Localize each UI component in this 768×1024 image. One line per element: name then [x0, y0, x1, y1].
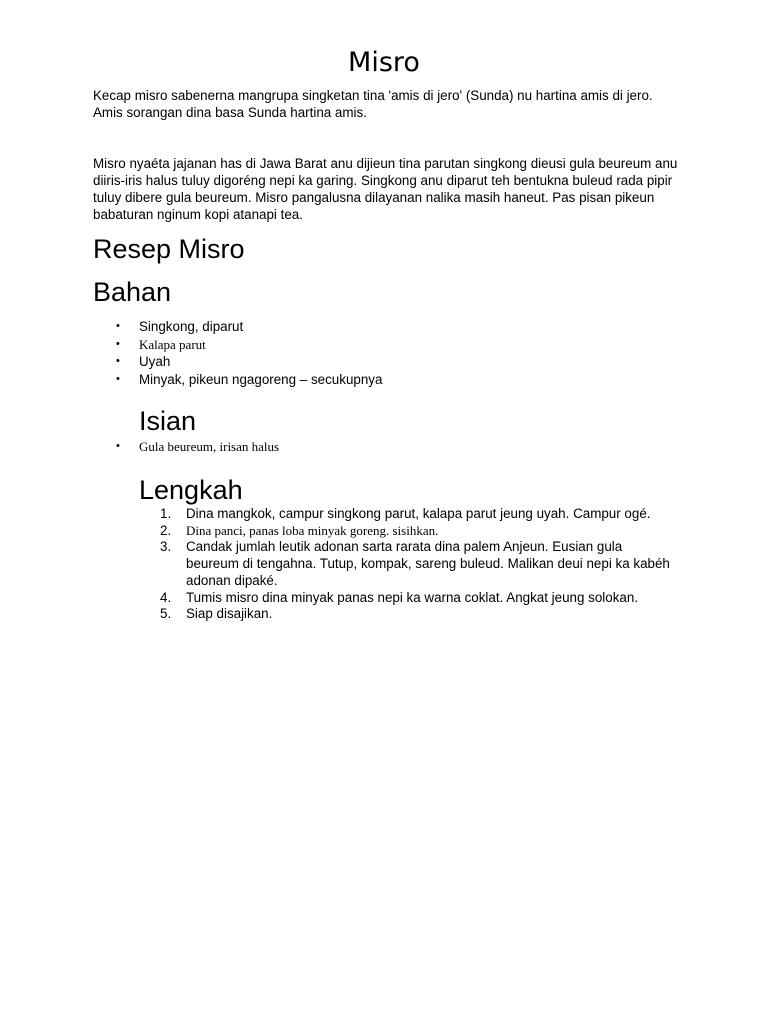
step-item: [0, 506, 672, 523]
step-item: [0, 606, 672, 623]
step-item: [0, 539, 672, 589]
heading-lengkah: Lengkah: [139, 475, 243, 505]
step-text: Dina mangkok, campur singkong parut, kalapa parut jeung uyah. Campur ogé.: [186, 506, 651, 521]
list-item: [0, 438, 279, 456]
step-item: [0, 590, 672, 607]
steps-list: [0, 506, 672, 623]
step-text: Tumis misro dina minyak panas nepi ka warna coklat. Angkat jeung solokan.: [186, 589, 639, 605]
bullet-icon: •: [116, 337, 120, 350]
ingredient-text: Minyak, pikeun ngagoreng – secukupnya: [139, 371, 383, 387]
heading-isian: Isian: [139, 406, 197, 436]
step-number: 1.: [160, 506, 172, 521]
heading-bahan: Bahan: [93, 277, 172, 307]
step-number: 2.: [160, 522, 172, 538]
step-number: 5.: [160, 606, 172, 622]
ingredient-text: Uyah: [139, 354, 171, 369]
description-paragraph: Misro nyaéta jajanan has di Jawa Barat anu dijieun tina parutan singkong dieusi gula beureum anu diiris-iris halus tuluy digoréng nepi ka garing. Singkong anu diparut teh bentukna buleud rada pipir tuluy dibere gula beureum. Misro pangalusna dilayanan nalika masih haneut. Pas pisan pikeun babaturan nginum kopi atanapi tea.: [93, 156, 678, 222]
filling-text: Gula beureum, irisan halus: [139, 439, 280, 454]
ingredient-text: Kalapa parut: [139, 336, 206, 352]
bullet-icon: •: [116, 320, 120, 332]
step-number: 3.: [160, 539, 172, 555]
bahan-list: [0, 318, 382, 388]
bullet-icon: •: [116, 440, 120, 452]
intro-paragraph: Kecap misro sabenerna mangrupa singketan tina 'amis di jero' (Sunda) nu hartina amis di jero. Amis sorangan dina basa Sunda hartina amis.: [93, 88, 653, 120]
document-title: Misro: [348, 47, 420, 78]
step-item: [0, 523, 672, 540]
step-number: 4.: [160, 589, 172, 605]
list-item: [0, 318, 382, 336]
ingredient-text: Singkong, diparut: [139, 319, 244, 334]
step-text: Siap disajikan.: [186, 606, 273, 622]
heading-resep-misro: Resep Misro: [93, 234, 245, 264]
list-item: [0, 371, 382, 389]
bullet-icon: •: [116, 372, 120, 385]
list-item: [0, 353, 382, 371]
bullet-icon: •: [116, 355, 120, 367]
list-item: [0, 336, 382, 354]
isian-list: [0, 438, 279, 456]
step-text: Dina panci, panas loba minyak goreng. sisihkan.: [186, 522, 439, 538]
step-text: Candak jumlah leutik adonan sarta rarata dina palem Anjeun. Eusian gula beureum di tengahna. Tutup, kompak, sareng buleud. Malikan deui nepi ka kabéh adonan dipaké.: [186, 539, 670, 588]
